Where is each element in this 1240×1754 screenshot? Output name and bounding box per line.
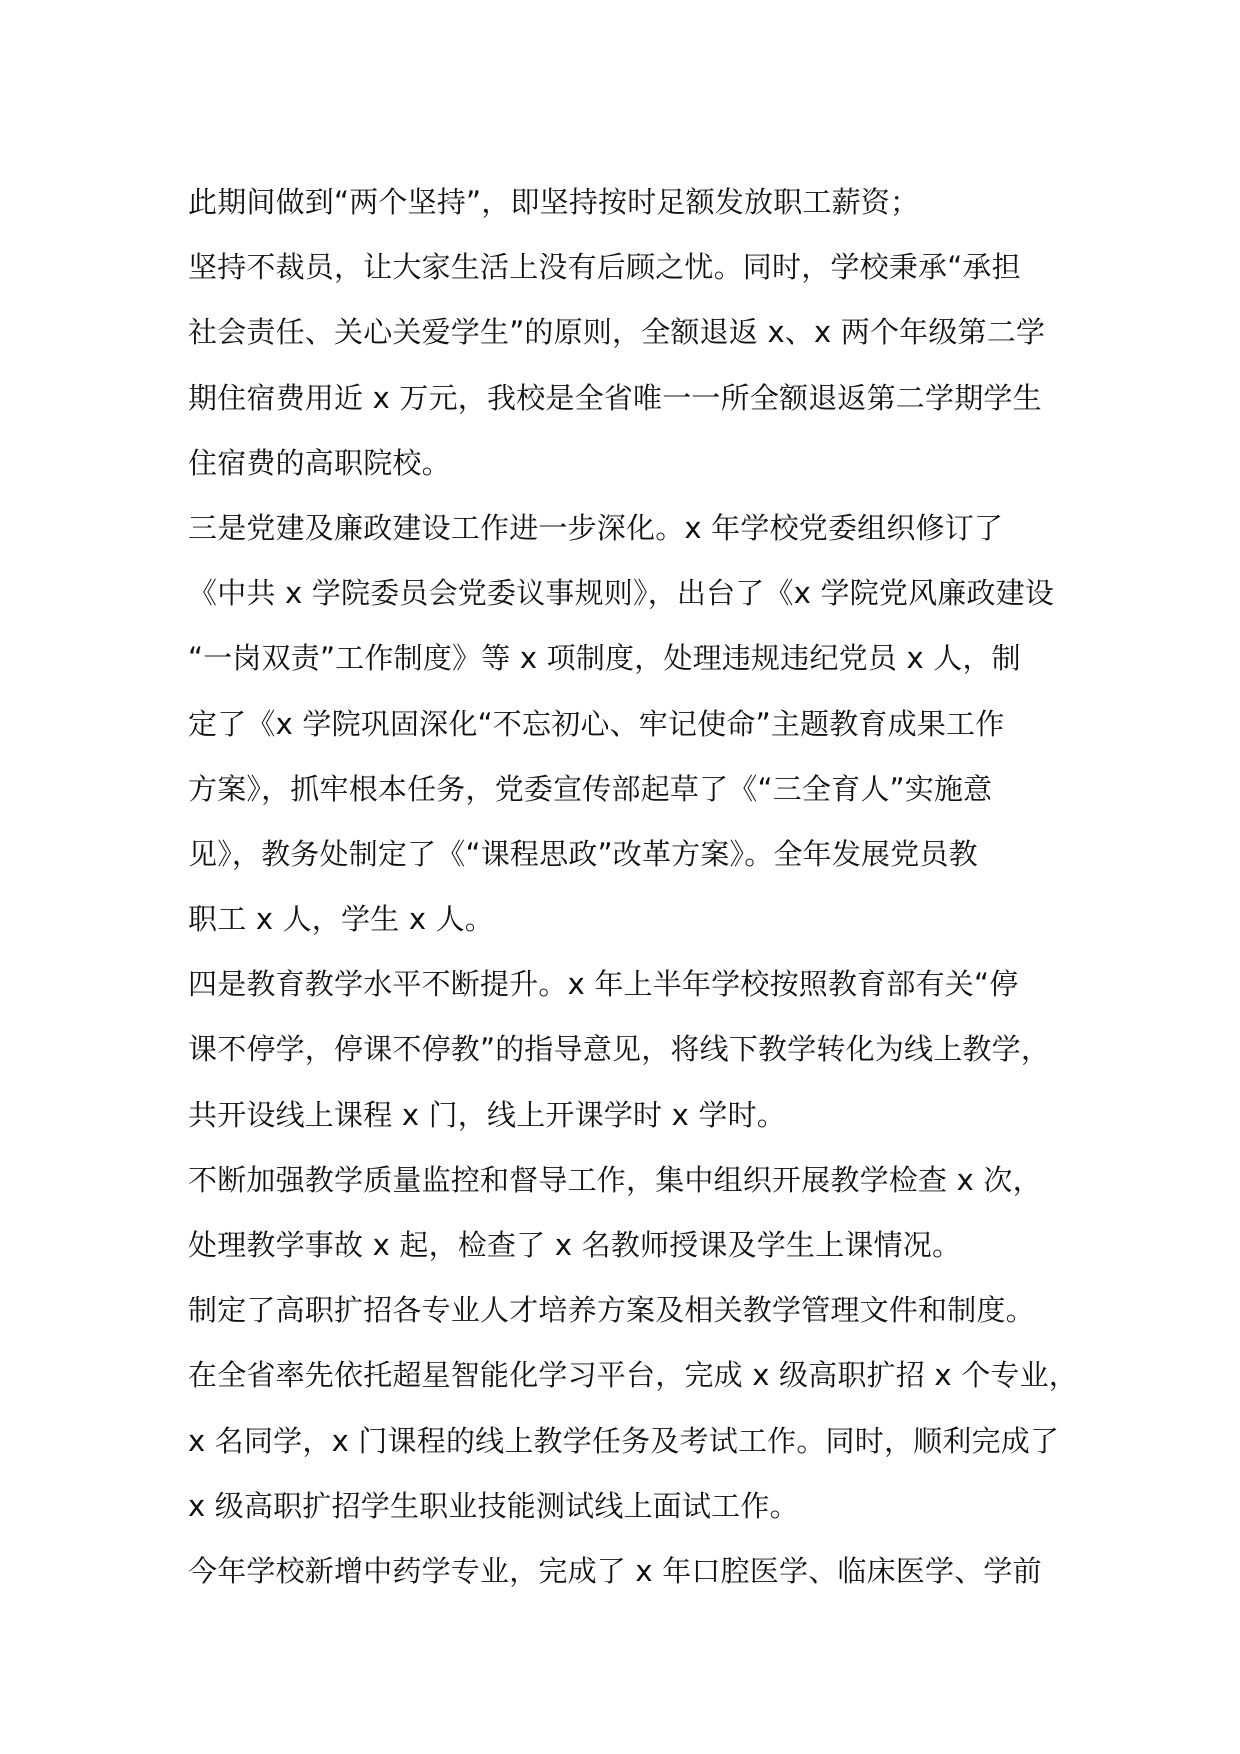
text-line: 在全省率先依托超星智能化学习平台，完成 x 级高职扩招 x 个专业， — [188, 1358, 1078, 1393]
text-line: 《中共 x 学院委员会党委议事规则》，出台了《x 学院党风廉政建设 — [188, 576, 1055, 611]
text-line: 课不停学，停课不停教”的指导意见，将线下教学转化为线上教学， — [188, 1032, 1051, 1067]
text-line: 定了《x 学院巩固深化“不忘初心、牢记使命”主题教育成果工作 — [188, 706, 1005, 741]
text-line: 四是教育教学水平不断提升。x 年上半年学校按照教育部有关“停 — [188, 967, 1019, 1002]
text-line: 职工 x 人，学生 x 人。 — [188, 902, 494, 937]
text-line: 方案》，抓牢根本任务，党委宣传部起草了《“三全育人”实施意 — [188, 771, 993, 806]
text-line: 社会责任、关心关爱学生”的原则，全额退返 x、x 两个年级第二学 — [188, 315, 1046, 350]
text-line: “一岗双责”工作制度》等 x 项制度，处理违规违纪党员 x 人，制 — [188, 641, 1021, 676]
text-line: 处理教学事故 x 起，检查了 x 名教师授课及学生上课情况。 — [188, 1228, 962, 1262]
text-line: 住宿费的高职院校。 — [188, 445, 451, 480]
text-line: x 级高职扩招学生职业技能测试线上面试工作。 — [188, 1488, 799, 1523]
text-line: 见》，教务处制定了《“课程思政”改革方案》。全年发展党员教 — [188, 836, 978, 871]
text-line: x 名同学，x 门课程的线上教学任务及考试工作。同时，顺利完成了 — [188, 1423, 1060, 1458]
text-line: 期住宿费用近 x 万元，我校是全省唯一一所全额退返第二学期学生 — [188, 380, 1042, 415]
text-line: 制定了高职扩招各专业人才培养方案及相关教学管理文件和制度。 — [188, 1293, 1035, 1328]
text-line: 今年学校新增中药学专业，完成了 x 年口腔医学、临床医学、学前 — [188, 1553, 1042, 1588]
text-line: 共开设线上课程 x 门，线上开课学时 x 学时。 — [188, 1097, 786, 1132]
body-text — [188, 170, 1088, 1604]
text-line: 坚持不裁员，让大家生活上没有后顾之忧。同时，学校秉承“承担 — [188, 250, 1021, 285]
text-line: 不断加强教学质量监控和督导工作，集中组织开展教学检查 x 次， — [188, 1162, 1042, 1197]
text-line: 此期间做到“两个坚持”，即坚持按时足额发放职工薪资； — [188, 185, 920, 219]
text-line: 三是党建及廉政建设工作进一步深化。x 年学校党委组织修订了 — [188, 510, 1004, 545]
